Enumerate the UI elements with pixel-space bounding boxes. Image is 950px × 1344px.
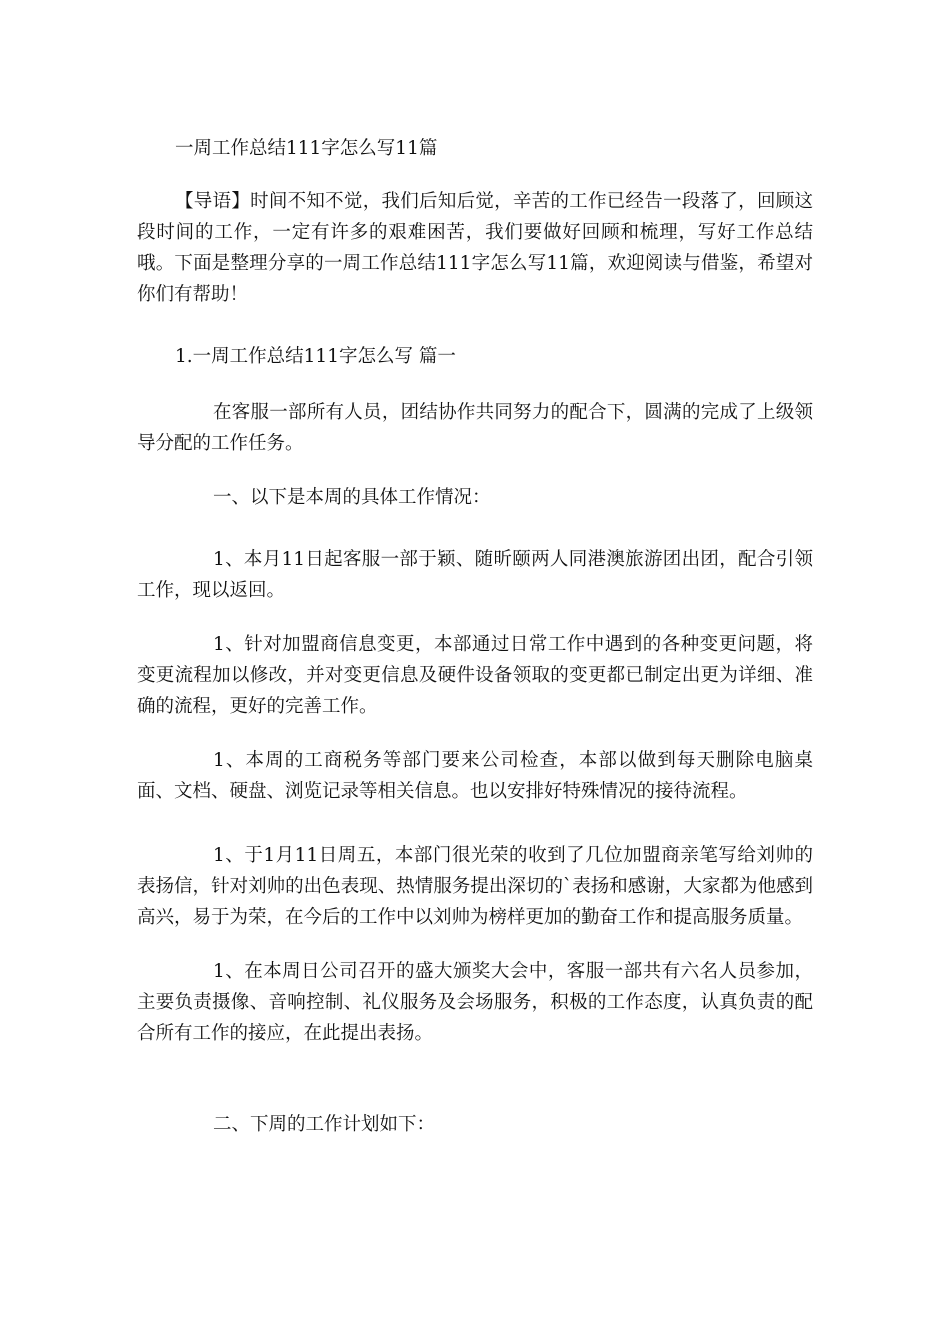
body-paragraph: 二、下周的工作计划如下：	[213, 1114, 436, 1135]
body-paragraph: 1、本周的工商税务等部门要来公司检查，本部以做到每天删除电脑桌面、文档、硬盘、浏览记录等相关信息。也以安排好特殊情况的接待流程。	[137, 750, 813, 802]
body-paragraph: 1、针对加盟商信息变更，本部通过日常工作中遇到的各种变更问题，将变更流程加以修改，并对变更信息及硬件设备领取的变更都已制定出更为详细、准确的流程，更好的完善工作。	[137, 634, 813, 717]
section-heading: 1.一周工作总结111字怎么写 篇一	[175, 346, 456, 367]
body-paragraph: 在客服一部所有人员，团结协作共同努力的配合下，圆满的完成了上级领导分配的工作任务。	[137, 402, 813, 454]
body-paragraph: 1、在本周日公司召开的盛大颁奖大会中，客服一部共有六名人员参加，主要负责摄像、音响控制、礼仪服务及会场服务，积极的工作态度，认真负责的配合所有工作的接应，在此提出表扬。	[137, 961, 813, 1044]
document-title: 一周工作总结111字怎么写11篇	[175, 138, 438, 159]
body-paragraph: 1、本月11日起客服一部于颖、随昕颐两人同港澳旅游团出团，配合引领工作，现以返回。	[137, 549, 813, 601]
body-paragraph: 一、以下是本周的具体工作情况：	[213, 487, 491, 508]
body-paragraph: 1、于1月11日周五，本部门很光荣的收到了几位加盟商亲笔写给刘帅的表扬信，针对刘帅的出色表现、热情服务提出深切的`表扬和感谢，大家都为他感到高兴，易于为荣，在今后的工作中以刘帅为榜样更加的勤奋工作和提高服务质量。	[137, 845, 813, 928]
intro-paragraph: 【导语】时间不知不觉，我们后知后觉，辛苦的工作已经告一段落了，回顾这段时间的工作，一定有许多的艰难困苦，我们要做好回顾和梳理，写好工作总结哦。下面是整理分享的一周工作总结111字怎么写11篇，欢迎阅读与借鉴，希望对你们有帮助！	[137, 191, 813, 305]
